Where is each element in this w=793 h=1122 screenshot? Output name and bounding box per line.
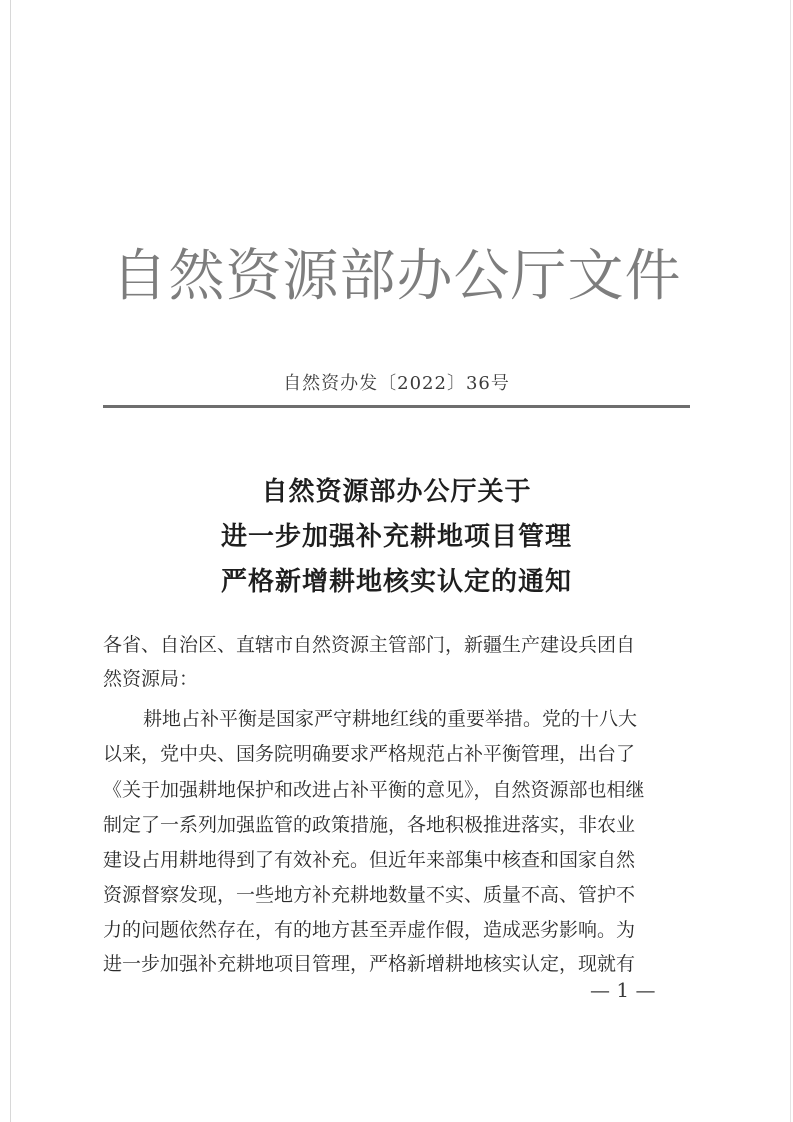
body-line-8: 进一步加强补充耕地项目管理，严格新增耕地核实认定，现就有 (103, 953, 636, 975)
recipients-line-1: 各省、自治区、直辖市自然资源主管部门，新疆生产建设兵团自 (103, 634, 636, 656)
body-line-7: 力的问题依然存在，有的地方甚至弄虚作假，造成恶劣影响。为 (103, 919, 636, 941)
issuing-authority-header: 自然资源部办公厅文件 (111, 244, 682, 309)
body-line-6: 资源督察发现，一些地方补充耕地数量不实、质量不高、管护不 (103, 884, 636, 906)
recipients-line-2: 然资源局： (103, 668, 199, 690)
body-line-1: 耕地占补平衡是国家严守耕地红线的重要举措。党的十八大 (143, 708, 638, 730)
document-title-line-2: 进一步加强补充耕地项目管理 (220, 522, 572, 552)
body-line-2: 以来，党中央、国务院明确要求严格规范占补平衡管理，出台了 (103, 743, 636, 765)
page-number: — 1 — (590, 978, 656, 1002)
scan-edge-line-right (790, 0, 791, 1122)
body-line-3: 《关于加强耕地保护和改进占补平衡的意见》，自然资源部也相继 (103, 779, 645, 801)
body-line-5: 建设占用耕地得到了有效补充。但近年来部集中核查和国家自然 (103, 849, 636, 871)
body-line-4: 制定了一系列加强监管的政策措施，各地积极推进落实，非农业 (103, 814, 636, 836)
document-title-line-1: 自然资源部办公厅关于 (261, 477, 532, 507)
document-number: 自然资办发〔2022〕36号 (283, 373, 510, 394)
header-divider-rule (103, 405, 690, 408)
scan-edge-line (10, 0, 11, 1122)
document-title-line-3: 严格新增耕地核实认定的通知 (220, 567, 572, 597)
